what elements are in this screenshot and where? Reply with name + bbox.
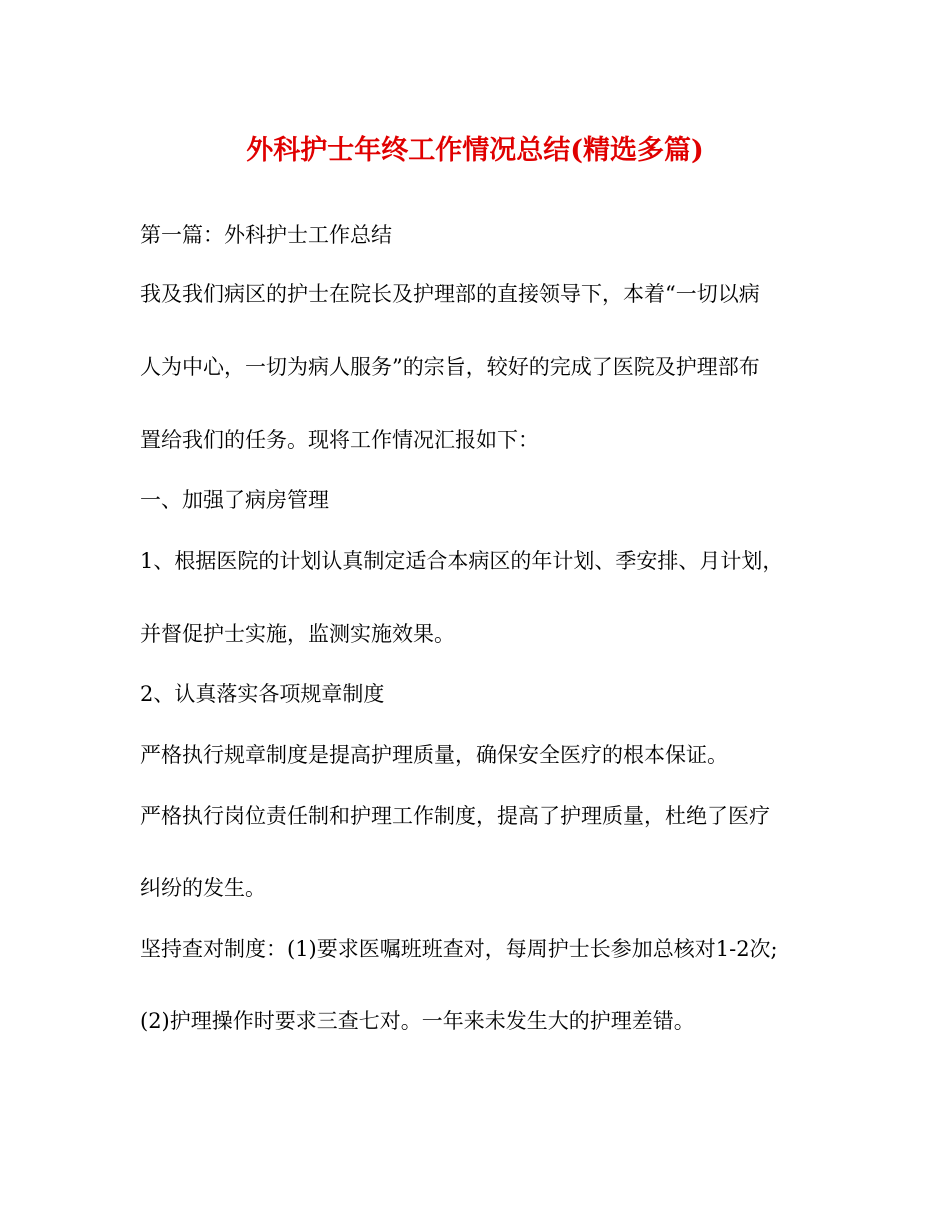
paragraph-line: 严格执行规章制度是提高护理质量，确保安全医疗的根本保证。 (140, 743, 728, 767)
document-title: 外科护士年终工作情况总结(精选多篇) (246, 135, 704, 166)
paragraph-line: 人为中心，一切为病人服务”的宗旨，较好的完成了医院及护理部布 (140, 355, 760, 379)
section-heading: 第一篇：外科护士工作总结 (140, 223, 392, 247)
paragraph-line: 并督促护士实施，监测实施效果。 (140, 622, 455, 646)
paragraph-line: 置给我们的任务。现将工作情况汇报如下： (140, 428, 539, 452)
subheading: 一、加强了病房管理 (140, 488, 329, 512)
paragraph-line: 纠纷的发生。 (140, 876, 266, 900)
paragraph-line: 我及我们病区的护士在院长及护理部的直接领导下，本着“一切以病 (140, 282, 760, 306)
paragraph-line: 1、根据医院的计划认真制定适合本病区的年计划、季安排、月计划， (140, 549, 784, 573)
paragraph-line: (2)护理操作时要求三查七对。一年来未发生大的护理差错。 (140, 1009, 695, 1033)
subheading: 2、认真落实各项规章制度 (140, 682, 385, 706)
paragraph-line: 坚持查对制度：(1)要求医嘱班班查对，每周护士长参加总核对1-2次; (140, 937, 778, 961)
paragraph-line: 严格执行岗位责任制和护理工作制度，提高了护理质量，杜绝了医疗 (140, 804, 770, 828)
